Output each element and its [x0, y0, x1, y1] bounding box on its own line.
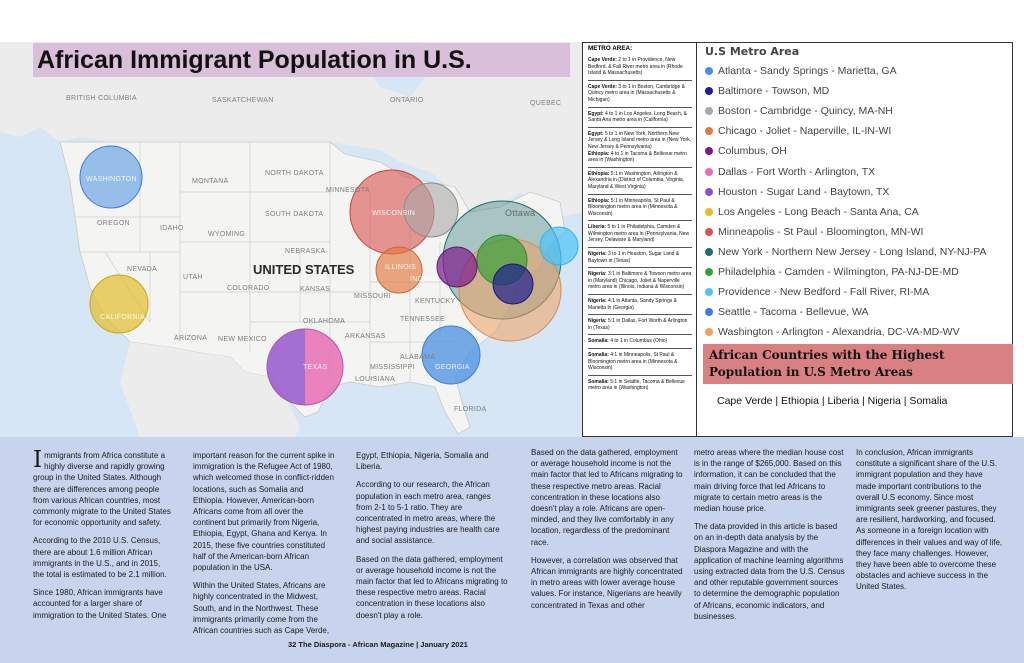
article-column-2	[193, 450, 336, 643]
countries-list: Cape Verde | Ethiopia | Liberia | Nigeria | Somalia	[717, 395, 948, 407]
legend-item	[705, 202, 1012, 222]
legend-item	[705, 61, 1012, 81]
paragraph: The data provided in this article is based on an in-depth data analysis by the Diaspora Magazine and with the application of machine learning algorithms using extracted data from the U.S. Census and other reputable government sources to determine the demographic population of Africans, economic indicators, and businesses.	[694, 522, 845, 621]
legend-label: Los Angeles - Long Beach - Santa Ana, CA	[718, 205, 919, 218]
metro-item: Somalia: 5:1 in Seattle, Tacoma & Bellevue metro area in (Washington)	[588, 378, 685, 392]
article-column-5	[694, 447, 846, 629]
legend-label: Minneapolis - St Paul - Bloomington, MN-WI	[718, 225, 924, 238]
paragraph: Based on the data gathered, employment or average household income is not the main factor that led to Africans migrating to these respective metro areas. Racial concentration in these locations also doesn't play a role.	[356, 554, 508, 620]
paragraph: Based on the data gathered, employment or average household income is not the main factor that led to Africans migrating to these respective metro areas. Racial concentration in these locations also doesn't play a role. Africans are open-minded, and they live comfortably in any location, regardless of the predominant race.	[531, 448, 683, 547]
article-column-4	[531, 447, 683, 618]
metro-item: Cape Verde: 2 to 1 in Providence, New Bedford, & Fall River metro area in (Rhode Island & Massachusetts)	[588, 57, 692, 81]
paragraph: According to the 2010 U.S. Census, there are about 1.6 million African immigrants in the U.S., and in 2015, the total is estimated to be 2.1 million.	[33, 536, 167, 580]
paragraph: Within the United States, Africans are highly concentrated in the Midwest, South, and in the Northwest. These immigrants primarily come from the African countries such as Cape Verde,	[193, 581, 330, 636]
us-map	[0, 42, 582, 437]
map-label: NEW MEXICO	[218, 336, 267, 343]
map-label: MONTANA	[192, 178, 229, 185]
country-label: UNITED STATES	[253, 262, 355, 277]
map-label: WISCONSIN	[372, 210, 416, 217]
legend-dot-icon	[705, 228, 713, 236]
paragraph: Immigrants from Africa constitute a highly diverse and rapidly growing group in the United States. Although there are differences among people from various African countries, most commonly migrate to the United States for economic opportunity and safety.	[33, 447, 171, 528]
legend-dot-icon	[705, 248, 713, 256]
map-label: MINNESOTA	[326, 187, 370, 194]
countries-heading: African Countries with the Highest Population in U.S Metro Areas	[703, 344, 1013, 384]
page-footer: 32 The Diaspora - African Magazine | January 2021	[288, 640, 468, 649]
metro-item: Liberia: 5 to 1 in Philadelphia, Camden & Wilmington metro area in (Pennsylvania, New Jersey, Delaware & Maryland)	[588, 224, 692, 248]
map-label: MISSISSIPPI	[370, 364, 415, 371]
article-body	[0, 437, 1024, 663]
map-label: FLORIDA	[454, 406, 487, 413]
legend-item	[705, 101, 1012, 121]
map-label: SOUTH DAKOTA	[265, 211, 324, 218]
map-label: SASKATCHEWAN	[212, 97, 274, 104]
metro-item: Nigeria: 3:1 in Baltimore & Towson metro area in (Maryland) Chicago, Joliet & Naperville metro area in (Illinois, Indiana & Wisconsin)	[588, 271, 692, 295]
paragraph: Egypt, Ethiopia, Nigeria, Somalia and Liberia.	[356, 451, 489, 472]
map-label: WASHINGTON	[86, 176, 137, 183]
legend-items	[705, 61, 1012, 342]
legend-dot-icon	[705, 168, 713, 176]
legend-label: Seattle - Tacoma - Bellevue, WA	[718, 306, 869, 319]
metro-item: Nigeria: 4:1 in Atlanta, Sandy Springs & Marietta in (Georgia)	[588, 298, 692, 315]
paragraph: However, a correlation was observed that African immigrants are highly concentrated in metro areas with lower average house values. For instance, Nigerians are heavily concentrated in Texas and other	[531, 555, 683, 610]
metro-item: Somalia: 4:1 in Minneapolis, St Paul & Bloomington metro area in (Minnesota & Wisconsin)	[588, 352, 692, 376]
legend-item	[705, 222, 1012, 242]
metro-item: Cape Verde: 3 to 1 in Boston, Cambridge & Quincy metro area in (Massachusetts & Michigan)	[588, 84, 692, 108]
drop-cap: I	[33, 447, 43, 473]
metro-item: Somalia: 4 to 1 in Columbus (Ohio)	[588, 338, 692, 349]
legend-dot-icon	[705, 328, 713, 336]
paragraph: According to our research, the African population in each metro area, ranges from 2-1 to 5-1 ratio. They are concentrated in metro areas, where the highest paying industries are health care and social assistance.	[356, 480, 500, 546]
legend-label: Columbus, OH	[718, 145, 787, 158]
map-label: BRITISH COLUMBIA	[66, 95, 137, 102]
legend-label: Philadelphia - Camden - Wilmington, PA-NJ-DE-MD	[718, 265, 959, 278]
map-label: NEVADA	[127, 266, 158, 273]
map-label: QUEBEC	[530, 100, 562, 107]
map-label: GEORGIA	[435, 364, 470, 371]
paragraph: metro areas where the median house cost is in the range of $265,000. Based on this information, it can be concluded that the main driving force that led Africans to migrate to certain metro areas is the median house price.	[694, 448, 844, 514]
legend-item	[705, 302, 1012, 322]
map-label: KANSAS	[300, 286, 331, 293]
map-label: MISSOURI	[354, 293, 392, 300]
map-label: OREGON	[97, 220, 130, 227]
article-column-3	[356, 450, 508, 628]
legend-item	[705, 242, 1012, 262]
metro-item: Egypt: 4 to 1 in Los Angeles, Long Beach, & Santa Ana metro area in (California)	[588, 111, 692, 128]
legend-item	[705, 81, 1012, 101]
legend-dot-icon	[705, 208, 713, 216]
metro-legend	[697, 42, 1013, 345]
map-label: ARIZONA	[174, 335, 208, 342]
paragraph: important reason for the current spike in immigration is the Refugee Act of 1980, which welcomed those in conflict-ridden locations, such as Somalia and Ethiopia. However, American-born Africans come from all over the continent but primarily from Nigeria, Ethiopia, Egypt, Ghana and Kenya. In 2015, these five countries constituted half of the American-born African population in the USA.	[193, 451, 335, 573]
legend-label: Chicago - Joliet - Naperville, IL-IN-WI	[718, 125, 892, 138]
legend-label: Dallas - Fort Worth - Arlington, TX	[718, 165, 876, 178]
map-label: ARKANSAS	[345, 333, 386, 340]
legend-item	[705, 121, 1012, 141]
metro-item: Ethiopia: 5:1 in Washington, Arlington & Alexandria in (District of Columbia, Virginia, Maryland & West Virginia)	[588, 171, 692, 195]
map-label: INDIANA	[410, 276, 441, 283]
map-label: ONTARIO	[390, 97, 424, 104]
metro-area-heading: METRO AREA:	[588, 45, 633, 52]
map-label: UTAH	[183, 274, 203, 281]
legend-item	[705, 262, 1012, 282]
legend-heading: U.S Metro Area	[705, 45, 800, 58]
map-label: LOUISIANA	[355, 376, 396, 383]
map-label: NORTH DAKOTA	[265, 170, 324, 177]
legend-label: Houston - Sugar Land - Baytown, TX	[718, 185, 890, 198]
map-label: TEXAS	[303, 364, 328, 371]
legend-dot-icon	[705, 87, 713, 95]
legend-label: Providence - New Bedford - Fall River, RI-MA	[718, 286, 930, 299]
legend-dot-icon	[705, 67, 713, 75]
metro-area-list	[582, 42, 697, 437]
paragraph: Since 1980, African immigrants have accounted for a larger share of immigration to the United States. One	[33, 588, 167, 620]
map-label: NEBRASKA	[285, 248, 326, 255]
legend-label: Atlanta - Sandy Springs - Marietta, GA	[718, 65, 897, 78]
legend-item	[705, 141, 1012, 161]
map-label: CALIFORNIA	[100, 314, 146, 321]
map-label: KENTUCKY	[415, 298, 456, 305]
legend-dot-icon	[705, 127, 713, 135]
map-label: WYOMING	[208, 231, 246, 238]
legend-item	[705, 182, 1012, 202]
legend-item	[705, 322, 1012, 342]
map-label: TENNESSEE	[400, 316, 446, 323]
article-column-1	[33, 447, 171, 628]
map-label: OKLAHOMA	[303, 318, 346, 325]
map-label: COLORADO	[227, 285, 270, 292]
metro-item: Nigeria: 3 to 1 in Houston, Sugar Land & Baytown in (Texas)	[588, 251, 692, 268]
legend-item	[705, 282, 1012, 302]
metro-item: Egypt: 5 to 1 in New York, Northern New Jersey & Long Island metro area in (New York, New Jersey & Pennsylvania) Ethiopia: 4 to 1 in Tacoma & Bellevue metro area in (Washington)	[588, 131, 692, 168]
page-title: African Immigrant Population in U.S.	[33, 43, 570, 77]
legend-dot-icon	[705, 268, 713, 276]
legend-dot-icon	[705, 107, 713, 115]
legend-label: Baltimore - Towson, MD	[718, 85, 830, 98]
metro-item: Nigeria: 5:1 in Dallas, Fort Worth & Arlington in (Texas)	[588, 318, 692, 335]
legend-item	[705, 161, 1012, 181]
legend-dot-icon	[705, 188, 713, 196]
legend-dot-icon	[705, 147, 713, 155]
map-label: ALABAMA	[400, 354, 436, 361]
paragraph: In conclusion, African immigrants constitute a significant share of the U.S. immigrant population and they have made important contributions to the overall U.S economy. Since most immigrants seek greener pastures, they are resilient, hardworking, and focused. As someone in a foreign location with differences in their values and way of life, they face many challenges. However, they have been able to overcome these obstacles and achieve success in the United States.	[856, 448, 1003, 592]
metro-item: Ethiopia: 5:1 in Minneapolis, St Paul & Bloomington metro area in (Minnesota & Wisconsin)	[588, 198, 692, 222]
map-label: ILLINOIS	[385, 264, 417, 271]
legend-dot-icon	[705, 288, 713, 296]
legend-label: New York - Northern New Jersey - Long Island, NY-NJ-PA	[718, 245, 987, 258]
legend-label: Boston - Cambridge - Quincy, MA-NH	[718, 105, 893, 118]
article-column-6	[856, 447, 1004, 600]
map-label: Ottawa	[505, 208, 536, 218]
legend-label: Washington - Arlington - Alexandria, DC-VA-MD-WV	[718, 326, 960, 339]
legend-dot-icon	[705, 308, 713, 316]
map-label: IDAHO	[160, 225, 184, 232]
